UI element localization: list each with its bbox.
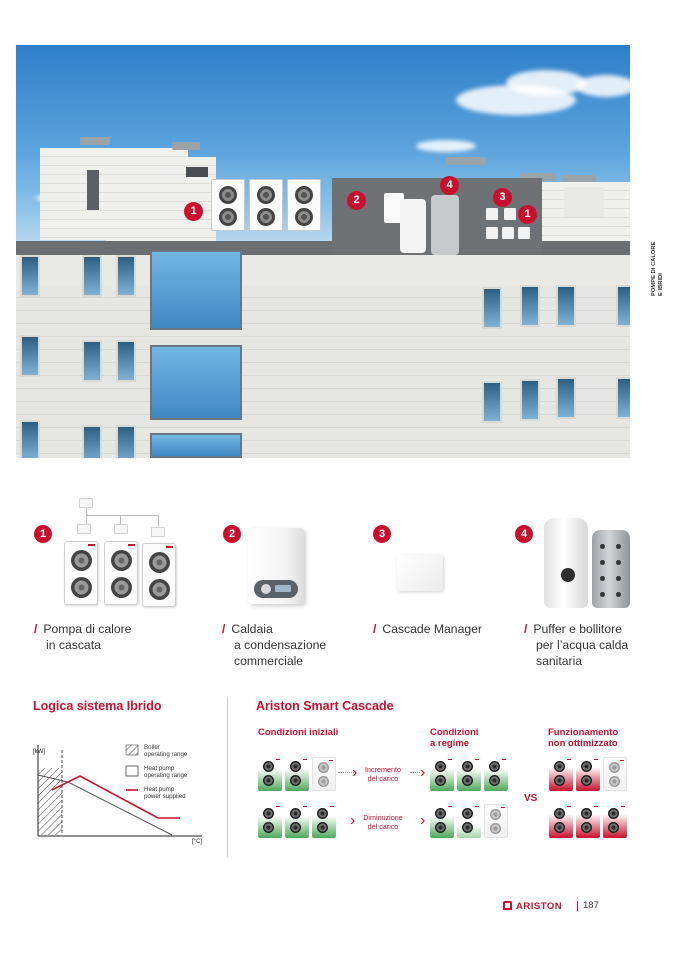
unit-active: [312, 804, 336, 838]
smart-cascade-title: Ariston Smart Cascade: [256, 699, 394, 713]
page-number: 187: [583, 900, 599, 911]
heat-pump-unit: [211, 179, 245, 231]
unit-overloaded: [603, 804, 627, 838]
unit-overloaded: [549, 804, 573, 838]
condensing-boiler: [248, 528, 304, 604]
legend-boiler: Boiler operating range: [144, 744, 188, 758]
unit-inactive: [312, 757, 336, 791]
x-axis-unit: [°C]: [192, 839, 203, 845]
section-divider: [227, 697, 228, 857]
hybrid-logic-title: Logica sistema Ibrido: [33, 699, 162, 713]
product-caption-4: / Puffer e bollitore per l’acqua calda sanitaria: [524, 622, 629, 668]
col-steady-state: Condizioni a regime: [430, 727, 479, 749]
unit-active: [285, 757, 309, 791]
note-load-decrease: Diminuzione del carico: [363, 813, 403, 831]
unit-overloaded: [576, 757, 600, 791]
ariston-logo-icon: [503, 901, 512, 910]
unit-active: [430, 757, 454, 791]
unit-overloaded: [549, 757, 573, 791]
col-not-optimized: Funzionamento non ottimizzato: [548, 727, 619, 749]
heat-pump-unit: [287, 179, 321, 231]
unit-partial: [457, 804, 481, 838]
product-number-4: 4: [515, 525, 533, 543]
unit-active: [285, 804, 309, 838]
product-number-3: 3: [373, 525, 391, 543]
unit-inactive: [603, 757, 627, 791]
hero-badge-4: 4: [440, 176, 459, 195]
legend-swatch-heat-pump: [126, 766, 138, 776]
unit-active: [457, 757, 481, 791]
controller-box: [77, 524, 91, 534]
arrow-decrease-icon: ›: [350, 812, 356, 829]
unit-overloaded: [576, 804, 600, 838]
col-initial-conditions: Condizioni iniziali: [258, 727, 339, 738]
unit-inactive: [484, 804, 508, 838]
controller-box: [114, 524, 128, 534]
product-caption-1: / Pompa di calore in cascata: [34, 622, 132, 652]
y-axis-unit: [kW]: [33, 749, 45, 755]
heat-pump-unit: [104, 541, 138, 605]
product-number-1: 1: [34, 525, 52, 543]
heat-pump-unit: [64, 541, 98, 605]
hybrid-logic-diagram: [30, 740, 220, 850]
hero-badge-2: 2: [347, 191, 366, 210]
glass-balcony: [150, 250, 242, 330]
hero-badge-1: 1: [184, 202, 203, 221]
heat-pump-unit: [249, 179, 283, 231]
legend-heat-pump-range: Heat pump operating range: [144, 765, 188, 779]
product-caption-2: / Caldaia a condensazione commerciale: [222, 622, 327, 668]
arrow-result-icon: ›: [420, 764, 426, 781]
unit-active: [484, 757, 508, 791]
glass-balcony: [150, 433, 242, 458]
product-number-2: 2: [223, 525, 241, 543]
legend-swatch-boiler: [126, 745, 138, 755]
puffer-tank: [544, 518, 588, 608]
versus-label: VS: [524, 793, 538, 804]
arrow-result-icon: ›: [420, 812, 426, 829]
product-caption-3: / Cascade Manager: [373, 622, 482, 636]
legend-heat-pump-power: Heat pump power supplied: [144, 786, 186, 800]
section-side-tab: POMPE DI CALORE E IBRIDI: [651, 241, 664, 296]
brand-name: ARISTON: [516, 901, 563, 912]
hero-badge-3: 3: [493, 188, 512, 207]
unit-active: [258, 804, 282, 838]
hero-image: [16, 45, 630, 458]
cascade-manager-device: [397, 555, 443, 591]
hero-badge-1b: 1: [518, 205, 537, 224]
glass-balcony: [150, 345, 242, 420]
water-heater-tank: [592, 530, 630, 608]
controller-box: [151, 527, 165, 537]
controller-box: [79, 498, 93, 508]
note-load-increase: Incremento del carico: [365, 765, 401, 783]
arrow-increase-icon: ›: [352, 764, 358, 781]
unit-active: [258, 757, 282, 791]
heat-pump-unit: [142, 543, 176, 607]
unit-partial: [430, 804, 454, 838]
